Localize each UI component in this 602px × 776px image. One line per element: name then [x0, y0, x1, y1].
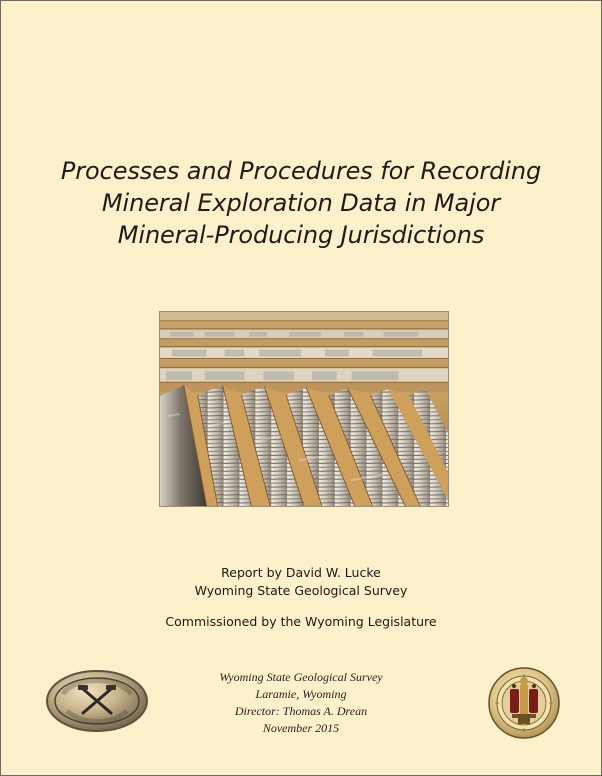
geological-survey-logo [45, 669, 149, 733]
report-credit [1, 564, 601, 600]
commission-line: Commissioned by the Wyoming Legislature [165, 614, 437, 629]
publisher-name: Wyoming State Geological Survey [219, 670, 383, 684]
report-organization: Wyoming State Geological Survey [194, 583, 408, 598]
report-author: Report by David W. Lucke [221, 565, 381, 580]
publisher-date: November 2015 [262, 721, 340, 735]
great-seal-of-wyoming [487, 666, 561, 740]
publisher-director: Director: Thomas A. Drean [234, 704, 368, 718]
publisher-location: Laramie, Wyoming [255, 687, 347, 701]
title-line-3: Mineral-Producing Jurisdictions [117, 221, 485, 249]
title-line-2: Mineral Exploration Data in Major [101, 189, 501, 217]
title-line-1: Processes and Procedures for Recording [60, 157, 542, 185]
core-sample-photo [159, 311, 449, 507]
report-title [1, 155, 601, 251]
